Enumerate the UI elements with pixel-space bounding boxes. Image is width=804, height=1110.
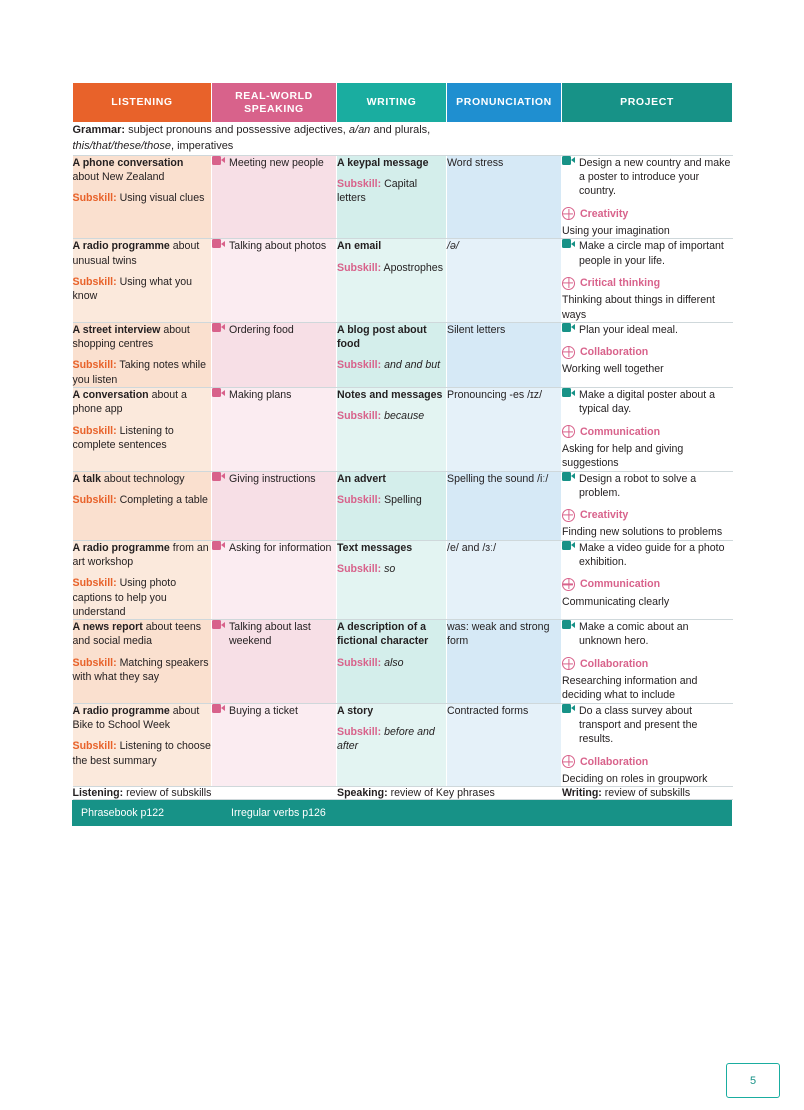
listening-subskill	[73, 493, 212, 507]
video-icon	[562, 704, 575, 713]
phrasebook-link[interactable]: Phrasebook p122	[81, 807, 165, 820]
project-value-word: Critical thinking	[580, 276, 661, 289]
cell-project	[562, 239, 733, 322]
column-header-pronunciation-label: PRONUNCIATION	[456, 96, 552, 109]
listening-subskill-text: Using what you know	[72, 275, 193, 303]
pronunciation-text: /ə/	[447, 240, 459, 253]
listening-title: A radio programme	[72, 704, 170, 717]
grammar-text-3: , imperatives	[170, 139, 234, 152]
table-row	[73, 388, 733, 471]
cell-project	[562, 471, 733, 540]
project-task: Design a new country and make a poster to introduce your country.	[579, 156, 731, 198]
rws-text: Talking about last weekend	[229, 621, 311, 648]
review-writing-label: Writing:	[562, 787, 602, 800]
video-icon	[562, 472, 575, 481]
cell-listening	[73, 239, 212, 322]
listening-subtitle: about New Zealand	[72, 171, 165, 184]
project-value-description: Thinking about things in different ways	[562, 294, 715, 321]
subskill-label: Subskill:	[72, 493, 117, 506]
column-header-listening-label: LISTENING	[111, 96, 173, 109]
syllabus-table	[72, 82, 733, 800]
writing-subskill-text: Apostrophes	[381, 261, 443, 274]
subskill-label: Subskill:	[337, 178, 382, 191]
project-task: Make a video guide for a photo exhibition.	[579, 541, 725, 568]
project-entry	[562, 323, 732, 337]
writing-subskill	[337, 725, 446, 754]
listening-subskill-text: Using visual clues	[116, 192, 205, 205]
listening-entry	[73, 156, 212, 185]
rws-text: Buying a ticket	[229, 704, 298, 717]
pronunciation-text: Spelling the sound /iː/	[447, 472, 549, 485]
globe-icon	[562, 755, 575, 768]
cell-listening	[73, 155, 212, 238]
writing-subskill	[337, 493, 446, 507]
column-header-real-world-speaking-label: REAL-WORLD SPEAKING	[235, 90, 313, 115]
writing-title: Text messages	[337, 541, 413, 554]
cell-real-world-speaking	[212, 155, 337, 238]
cell-project	[562, 322, 733, 387]
project-task: Make a comic about an unknown hero.	[579, 621, 689, 648]
globe-icon	[562, 578, 575, 591]
globe-icon	[562, 207, 575, 220]
project-value	[562, 345, 732, 359]
subskill-label: Subskill:	[337, 656, 382, 669]
cell-pronunciation	[447, 471, 562, 540]
writing-subskill	[337, 177, 446, 206]
table-header-row	[73, 83, 733, 123]
cell-writing	[337, 540, 447, 619]
grammar-text-1: subject pronouns and possessive adjectives,	[125, 124, 349, 136]
listening-subskill	[73, 576, 212, 619]
listening-subtitle: about technology	[100, 472, 185, 485]
column-header-pronunciation	[447, 83, 562, 123]
cell-writing	[337, 471, 447, 540]
cell-real-world-speaking	[212, 322, 337, 387]
video-icon	[562, 323, 575, 332]
video-icon	[562, 156, 575, 165]
project-entry	[562, 388, 732, 417]
cell-real-world-speaking	[212, 239, 337, 322]
writing-title: Notes and messages	[337, 389, 443, 402]
project-value	[562, 657, 732, 671]
pronunciation-text: /e/ and /ɜː/	[447, 541, 497, 554]
project-task: Design a robot to solve a problem.	[579, 472, 697, 499]
cell-project	[562, 155, 733, 238]
writing-subskill	[337, 656, 446, 670]
cell-listening	[73, 540, 212, 619]
listening-title: A talk	[72, 472, 101, 485]
pronunciation-text: Contracted forms	[447, 704, 529, 717]
project-task: Do a class survey about transport and present the results.	[579, 704, 698, 746]
rws-text: Meeting new people	[229, 156, 324, 169]
cell-listening	[73, 322, 212, 387]
cell-listening	[73, 620, 212, 703]
cell-pronunciation	[447, 540, 562, 619]
cell-pronunciation	[447, 620, 562, 703]
project-value-description: Researching information and deciding what to include	[562, 675, 698, 702]
review-speaking-text: review of Key phrases	[387, 787, 495, 800]
pronunciation-text: Pronouncing -es /ɪz/	[447, 389, 543, 402]
project-entry	[562, 620, 732, 649]
column-header-writing	[337, 83, 447, 123]
cell-writing	[337, 155, 447, 238]
listening-title: A phone conversation	[72, 156, 184, 169]
writing-title: A keypal message	[337, 156, 429, 169]
listening-entry	[73, 472, 212, 486]
project-value-word: Creativity	[580, 207, 629, 220]
listening-title: A news report	[72, 621, 143, 634]
subskill-label: Subskill:	[337, 563, 382, 575]
writing-subskill	[337, 562, 446, 576]
listening-subtitle: about Bike to School Week	[72, 704, 200, 731]
listening-subskill	[73, 424, 212, 453]
cell-project	[562, 540, 733, 619]
cell-listening	[73, 703, 212, 786]
writing-subskill	[337, 261, 446, 275]
review-writing	[562, 787, 733, 800]
review-listening-text: review of subskills	[123, 787, 212, 800]
project-value	[562, 207, 732, 221]
subskill-label: Subskill:	[72, 740, 117, 753]
subskill-label: Subskill:	[337, 359, 382, 372]
cell-real-world-speaking	[212, 703, 337, 786]
video-icon	[562, 239, 575, 248]
cell-pronunciation	[447, 388, 562, 471]
grammar-label: Grammar:	[72, 124, 126, 136]
rws-entry	[212, 156, 336, 170]
listening-entry	[73, 323, 212, 352]
project-value-description: Asking for help and giving suggestions	[562, 442, 684, 470]
listening-subskill-text: Completing a table	[116, 493, 208, 506]
table-row	[73, 540, 733, 619]
table-row	[73, 620, 733, 703]
project-value-word: Collaboration	[580, 755, 649, 768]
project-entry	[562, 472, 732, 501]
globe-icon	[562, 657, 575, 670]
grammar-row	[73, 123, 733, 156]
project-task: Make a digital poster about a typical day.	[579, 389, 716, 416]
subskill-label: Subskill:	[72, 424, 117, 437]
video-icon	[212, 704, 225, 713]
cell-listening	[73, 471, 212, 540]
cell-real-world-speaking	[212, 471, 337, 540]
cell-pronunciation	[447, 155, 562, 238]
table-row	[73, 155, 733, 238]
listening-entry	[73, 620, 212, 649]
writing-subskill	[337, 409, 446, 423]
listening-entry	[73, 704, 212, 733]
review-speaking	[337, 787, 562, 800]
rws-entry	[212, 388, 336, 402]
globe-icon	[562, 509, 575, 522]
writing-subskill-text: also	[381, 656, 404, 669]
cell-writing	[337, 239, 447, 322]
project-value-description: Finding new solutions to problems	[562, 526, 723, 539]
subskill-label: Subskill:	[72, 359, 117, 372]
rws-entry	[212, 620, 336, 649]
writing-subskill-text: before and after	[337, 725, 435, 753]
writing-title: A description of a fictional character	[337, 621, 429, 648]
globe-icon	[562, 346, 575, 359]
subskill-label: Subskill:	[337, 725, 382, 738]
rws-text: Ordering food	[229, 323, 294, 336]
writing-title: An advert	[337, 472, 386, 485]
grammar-italic-2: this/that/these/those	[72, 139, 171, 152]
listening-subtitle: about shopping centres	[72, 323, 190, 351]
listening-subtitle: about a phone app	[72, 389, 187, 416]
cell-writing	[337, 703, 447, 786]
writing-subskill	[337, 358, 446, 372]
footer-band	[72, 800, 732, 826]
grammar-cell	[73, 123, 733, 156]
rws-text: Talking about photos	[229, 240, 327, 253]
listening-subtitle: about unusual twins	[72, 240, 200, 267]
writing-title: A blog post about food	[337, 323, 427, 351]
listening-entry	[73, 239, 212, 268]
project-value	[562, 577, 732, 591]
listening-subskill-text: Listening to choose the best summary	[72, 740, 211, 767]
project-value	[562, 425, 732, 439]
project-value-description: Using your imagination	[562, 225, 670, 238]
project-value	[562, 276, 732, 290]
rws-entry	[212, 239, 336, 253]
subskill-label: Subskill:	[72, 577, 117, 590]
project-value-word: Collaboration	[580, 346, 649, 359]
project-value-word: Creativity	[580, 509, 629, 522]
writing-subskill-text: Spelling	[381, 493, 422, 506]
listening-entry	[73, 388, 212, 417]
project-value	[562, 755, 732, 769]
project-value-word: Communication	[580, 425, 661, 438]
table-row	[73, 239, 733, 322]
syllabus-table-wrapper	[72, 82, 732, 826]
writing-subskill-text: Capital letters	[337, 178, 418, 205]
project-task: Make a circle map of important people in your life.	[579, 240, 724, 267]
video-icon	[212, 323, 225, 332]
review-writing-text: review of subskills	[601, 787, 691, 800]
cell-writing	[337, 388, 447, 471]
rws-entry	[212, 541, 336, 555]
table-row	[73, 322, 733, 387]
video-icon	[212, 472, 225, 481]
rws-text: Making plans	[229, 389, 292, 402]
column-header-project-label: PROJECT	[620, 96, 674, 109]
subskill-label: Subskill:	[72, 275, 117, 288]
table-row	[73, 703, 733, 786]
subskill-label: Subskill:	[337, 493, 382, 506]
listening-subtitle: from an art workshop	[72, 541, 209, 568]
listening-entry	[73, 541, 212, 570]
cell-writing	[337, 322, 447, 387]
pronunciation-text: Silent letters	[447, 323, 506, 336]
listening-subskill-text: Using photo captions to help you understand	[72, 577, 177, 618]
grammar-text-2: and plurals,	[370, 124, 431, 136]
pronunciation-text: was: weak and strong form	[447, 621, 550, 648]
subskill-label: Subskill:	[72, 656, 117, 669]
video-icon	[212, 388, 225, 397]
project-task: Plan your ideal meal.	[579, 323, 678, 336]
project-value-description: Working well together	[562, 363, 664, 376]
video-icon	[562, 388, 575, 397]
rws-entry	[212, 704, 336, 718]
cell-project	[562, 620, 733, 703]
writing-title: A story	[337, 704, 374, 717]
listening-subskill-text: Matching speakers with what they say	[72, 656, 209, 684]
subskill-label: Subskill:	[72, 192, 117, 205]
rws-entry	[212, 472, 336, 486]
listening-subskill	[73, 275, 212, 304]
project-entry	[562, 239, 732, 268]
project-value-description: Deciding on roles in groupwork	[562, 772, 708, 785]
rws-text: Giving instructions	[229, 472, 316, 485]
listening-title: A street interview	[72, 323, 161, 336]
column-header-listening	[73, 83, 212, 123]
irregular-verbs-link[interactable]: Irregular verbs p126	[231, 807, 326, 820]
listening-subskill	[73, 191, 212, 205]
column-header-real-world-speaking	[212, 83, 337, 123]
pronunciation-text: Word stress	[447, 156, 504, 169]
writing-subskill-text: so	[381, 563, 396, 575]
project-value-description: Communicating clearly	[562, 595, 670, 608]
cell-pronunciation	[447, 703, 562, 786]
project-entry	[562, 704, 732, 747]
video-icon	[562, 620, 575, 629]
listening-title: A radio programme	[72, 541, 170, 554]
cell-writing	[337, 620, 447, 703]
subskill-label: Subskill:	[337, 410, 382, 423]
cell-listening	[73, 388, 212, 471]
project-entry	[562, 156, 732, 199]
table-row	[73, 471, 733, 540]
page-number: 5	[726, 1063, 780, 1098]
listening-subskill	[73, 656, 212, 685]
listening-subtitle: about teens and social media	[72, 621, 202, 648]
cell-pronunciation	[447, 322, 562, 387]
review-speaking-label: Speaking:	[337, 787, 388, 800]
project-value-word: Communication	[580, 578, 661, 591]
cell-project	[562, 388, 733, 471]
listening-title: A radio programme	[72, 240, 170, 253]
listening-subskill-text: Taking notes while you listen	[72, 359, 206, 386]
cell-pronunciation	[447, 239, 562, 322]
column-header-project	[562, 83, 733, 123]
video-icon	[562, 541, 575, 550]
rws-entry	[212, 323, 336, 337]
review-row	[73, 787, 733, 800]
cell-real-world-speaking	[212, 540, 337, 619]
cell-project	[562, 703, 733, 786]
column-header-writing-label: WRITING	[366, 96, 417, 109]
writing-title: An email	[337, 240, 382, 253]
listening-subskill	[73, 358, 212, 387]
video-icon	[212, 541, 225, 550]
cell-real-world-speaking	[212, 620, 337, 703]
review-listening	[73, 787, 337, 800]
writing-subskill-text: and and but	[381, 359, 441, 372]
rws-text: Asking for information	[229, 541, 332, 554]
writing-subskill-text: because	[381, 410, 425, 423]
project-entry	[562, 541, 732, 570]
review-listening-label: Listening:	[72, 787, 124, 800]
video-icon	[212, 239, 225, 248]
video-icon	[212, 620, 225, 629]
project-value	[562, 508, 732, 522]
project-value-word: Collaboration	[580, 657, 649, 670]
globe-icon	[562, 277, 575, 290]
listening-title: A conversation	[72, 389, 149, 402]
subskill-label: Subskill:	[337, 261, 382, 274]
video-icon	[212, 156, 225, 165]
listening-subskill	[73, 739, 212, 768]
globe-icon	[562, 425, 575, 438]
grammar-italic-1: a/an	[348, 124, 371, 136]
listening-subskill-text: Listening to complete sentences	[72, 424, 174, 451]
cell-real-world-speaking	[212, 388, 337, 471]
